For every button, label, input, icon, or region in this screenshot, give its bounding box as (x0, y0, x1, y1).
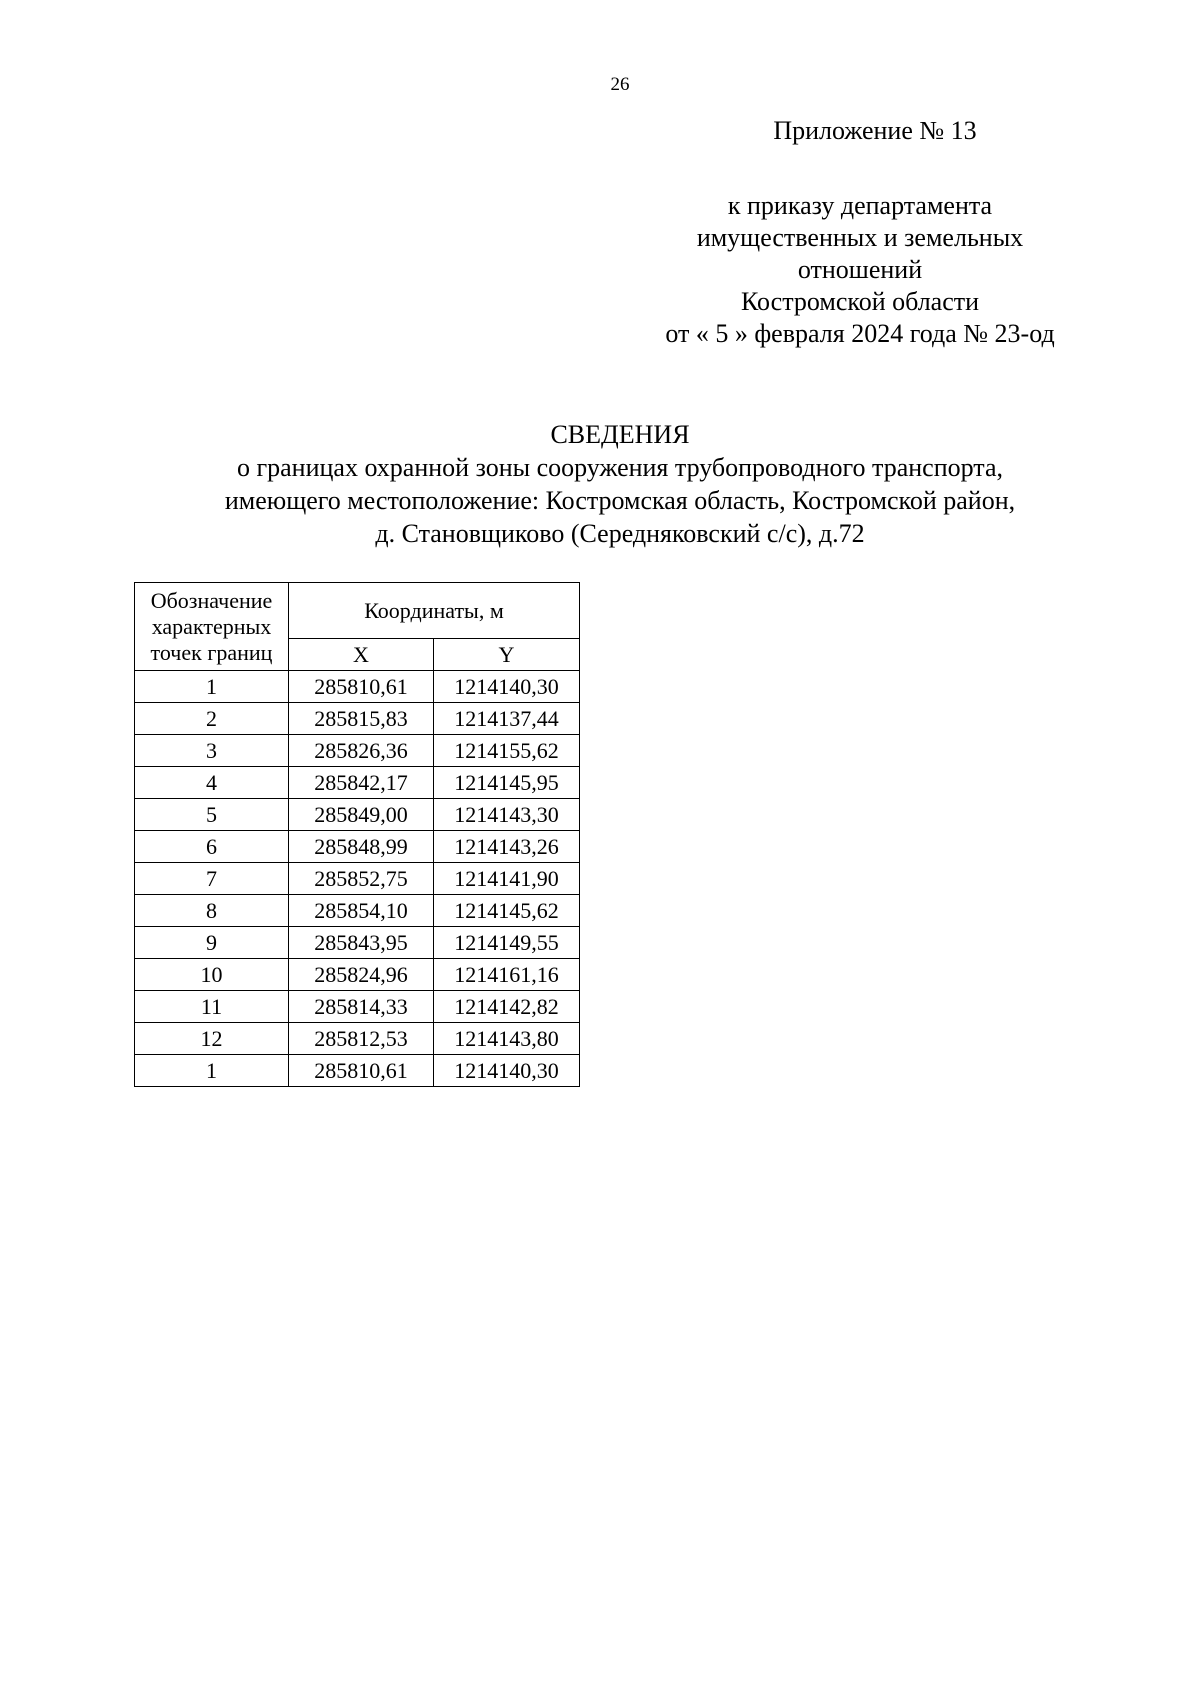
x-cell: 285854,10 (289, 895, 434, 927)
table-row (135, 671, 580, 703)
table-row (135, 703, 580, 735)
point-cell: 12 (135, 1023, 289, 1055)
point-cell: 5 (135, 799, 289, 831)
point-cell: 11 (135, 991, 289, 1023)
y-cell: 1214145,62 (434, 895, 580, 927)
x-cell: 285842,17 (289, 767, 434, 799)
order-line: от « 5 » февраля 2024 года № 23-од (665, 319, 1055, 348)
table-row (135, 831, 580, 863)
heading-line: о границах охранной зоны сооружения трубопроводного транспорта, (236, 453, 1004, 482)
table-row (135, 863, 580, 895)
x-cell: 285810,61 (289, 671, 434, 703)
point-cell: 1 (135, 1055, 289, 1087)
y-cell: 1214143,80 (434, 1023, 580, 1055)
table-row (135, 895, 580, 927)
order-reference (625, 190, 1095, 350)
point-header-line: характерных (151, 614, 272, 639)
y-cell: 1214143,30 (434, 799, 580, 831)
x-cell: 285848,99 (289, 831, 434, 863)
x-cell: 285824,96 (289, 959, 434, 991)
table-row (135, 991, 580, 1023)
table-row (135, 735, 580, 767)
x-header: X (289, 639, 434, 671)
point-cell: 1 (135, 671, 289, 703)
point-cell: 3 (135, 735, 289, 767)
x-cell: 285852,75 (289, 863, 434, 895)
y-cell: 1214145,95 (434, 767, 580, 799)
x-cell: 285849,00 (289, 799, 434, 831)
table-row (135, 767, 580, 799)
y-cell: 1214142,82 (434, 991, 580, 1023)
table-row (135, 1023, 580, 1055)
y-cell: 1214137,44 (434, 703, 580, 735)
y-header: Y (434, 639, 580, 671)
x-cell: 285815,83 (289, 703, 434, 735)
heading-title: СВЕДЕНИЯ (550, 420, 690, 449)
point-header-line: точек границ (150, 640, 273, 665)
coords-header: Координаты, м (289, 583, 580, 639)
table-row (135, 1055, 580, 1087)
x-cell: 285826,36 (289, 735, 434, 767)
point-cell: 2 (135, 703, 289, 735)
y-cell: 1214143,26 (434, 831, 580, 863)
x-cell: 285812,53 (289, 1023, 434, 1055)
point-cell: 9 (135, 927, 289, 959)
point-header-line: Обозначение (150, 588, 273, 613)
order-line: Костромской области (740, 287, 980, 316)
x-cell: 285810,61 (289, 1055, 434, 1087)
y-cell: 1214149,55 (434, 927, 580, 959)
point-cell: 4 (135, 767, 289, 799)
order-line: к приказу департамента (727, 191, 993, 220)
y-cell: 1214141,90 (434, 863, 580, 895)
point-header (135, 583, 289, 671)
point-cell: 10 (135, 959, 289, 991)
appendix-title: Приложение № 13 (773, 116, 977, 145)
x-cell: 285843,95 (289, 927, 434, 959)
heading-line: д. Становщиково (Середняковский с/с), д.72 (375, 519, 865, 548)
y-cell: 1214155,62 (434, 735, 580, 767)
table-row (135, 959, 580, 991)
table-row (135, 799, 580, 831)
page-number: 26 (610, 74, 630, 95)
point-cell: 7 (135, 863, 289, 895)
order-line: отношений (797, 255, 923, 284)
y-cell: 1214140,30 (434, 671, 580, 703)
point-cell: 6 (135, 831, 289, 863)
coordinates-table (134, 582, 580, 1087)
point-cell: 8 (135, 895, 289, 927)
document-heading (100, 418, 1140, 550)
x-cell: 285814,33 (289, 991, 434, 1023)
table-row (135, 927, 580, 959)
y-cell: 1214140,30 (434, 1055, 580, 1087)
y-cell: 1214161,16 (434, 959, 580, 991)
table-header-row (135, 583, 580, 639)
order-line: имущественных и земельных (696, 223, 1024, 252)
heading-line: имеющего местоположение: Костромская область, Костромской район, (224, 486, 1016, 515)
